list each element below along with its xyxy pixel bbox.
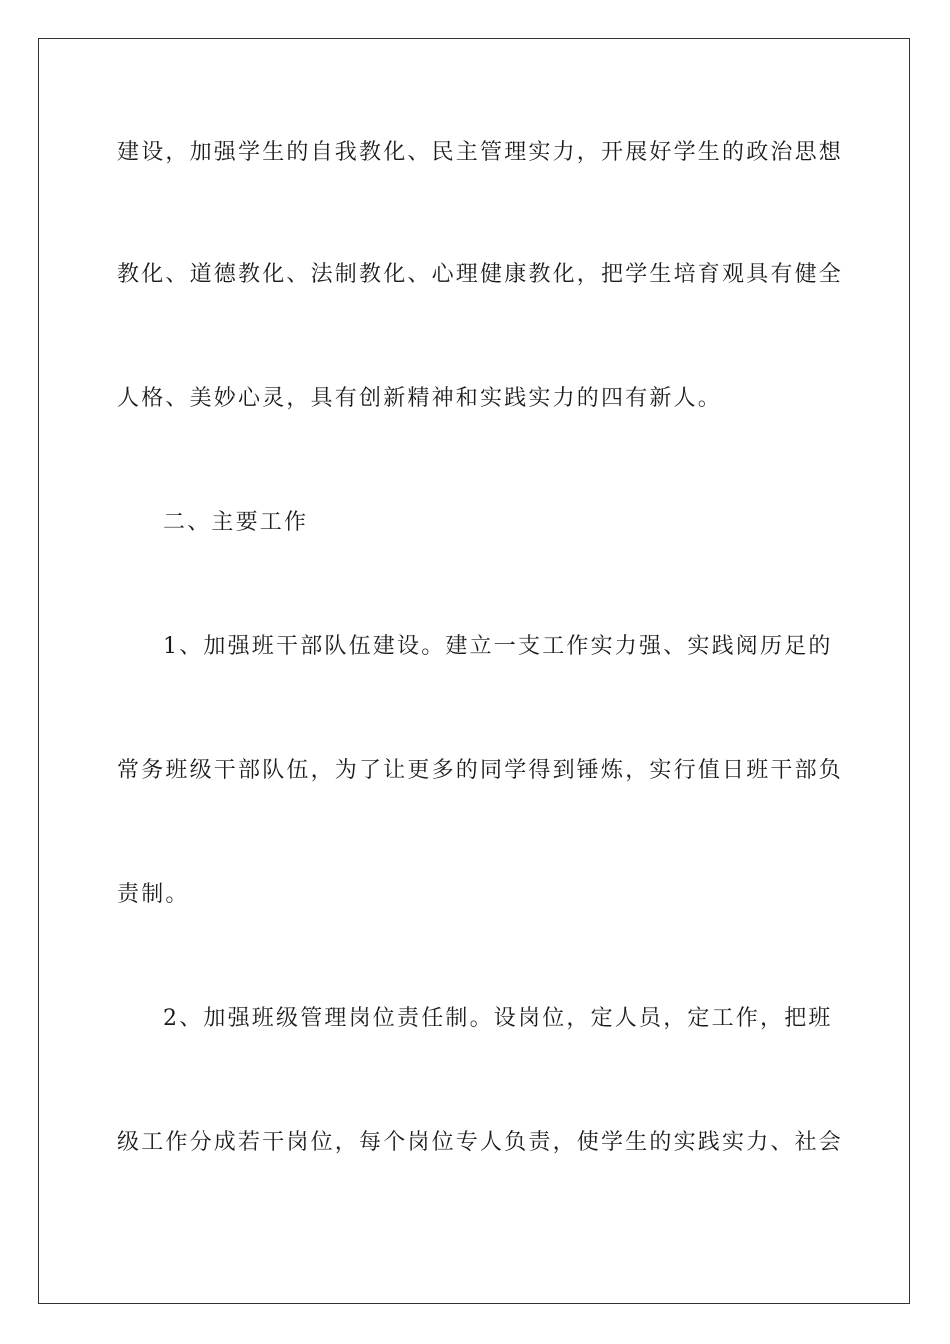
section-heading: 二、主要工作 <box>163 510 309 535</box>
page-border <box>38 38 910 1304</box>
text-line-3: 人格、美妙心灵，具有创新精神和实践实力的四有新人。 <box>117 386 723 411</box>
text-line-8: 2、加强班级管理岗位责任制。设岗位，定人员，定工作，把班 <box>163 1006 833 1031</box>
text-line-9: 级工作分成若干岗位，每个岗位专人负责，使学生的实践实力、社会 <box>117 1130 844 1155</box>
text-line-1: 建设，加强学生的自我教化、民主管理实力，开展好学生的政治思想 <box>117 140 844 165</box>
text-line-6: 常务班级干部队伍，为了让更多的同学得到锤炼，实行值日班干部负 <box>117 758 844 783</box>
text-line-7: 责制。 <box>117 882 190 907</box>
text-line-2: 教化、道德教化、法制教化、心理健康教化，把学生培育观具有健全 <box>117 262 844 287</box>
text-line-5: 1、加强班干部队伍建设。建立一支工作实力强、实践阅历足的 <box>163 634 833 659</box>
